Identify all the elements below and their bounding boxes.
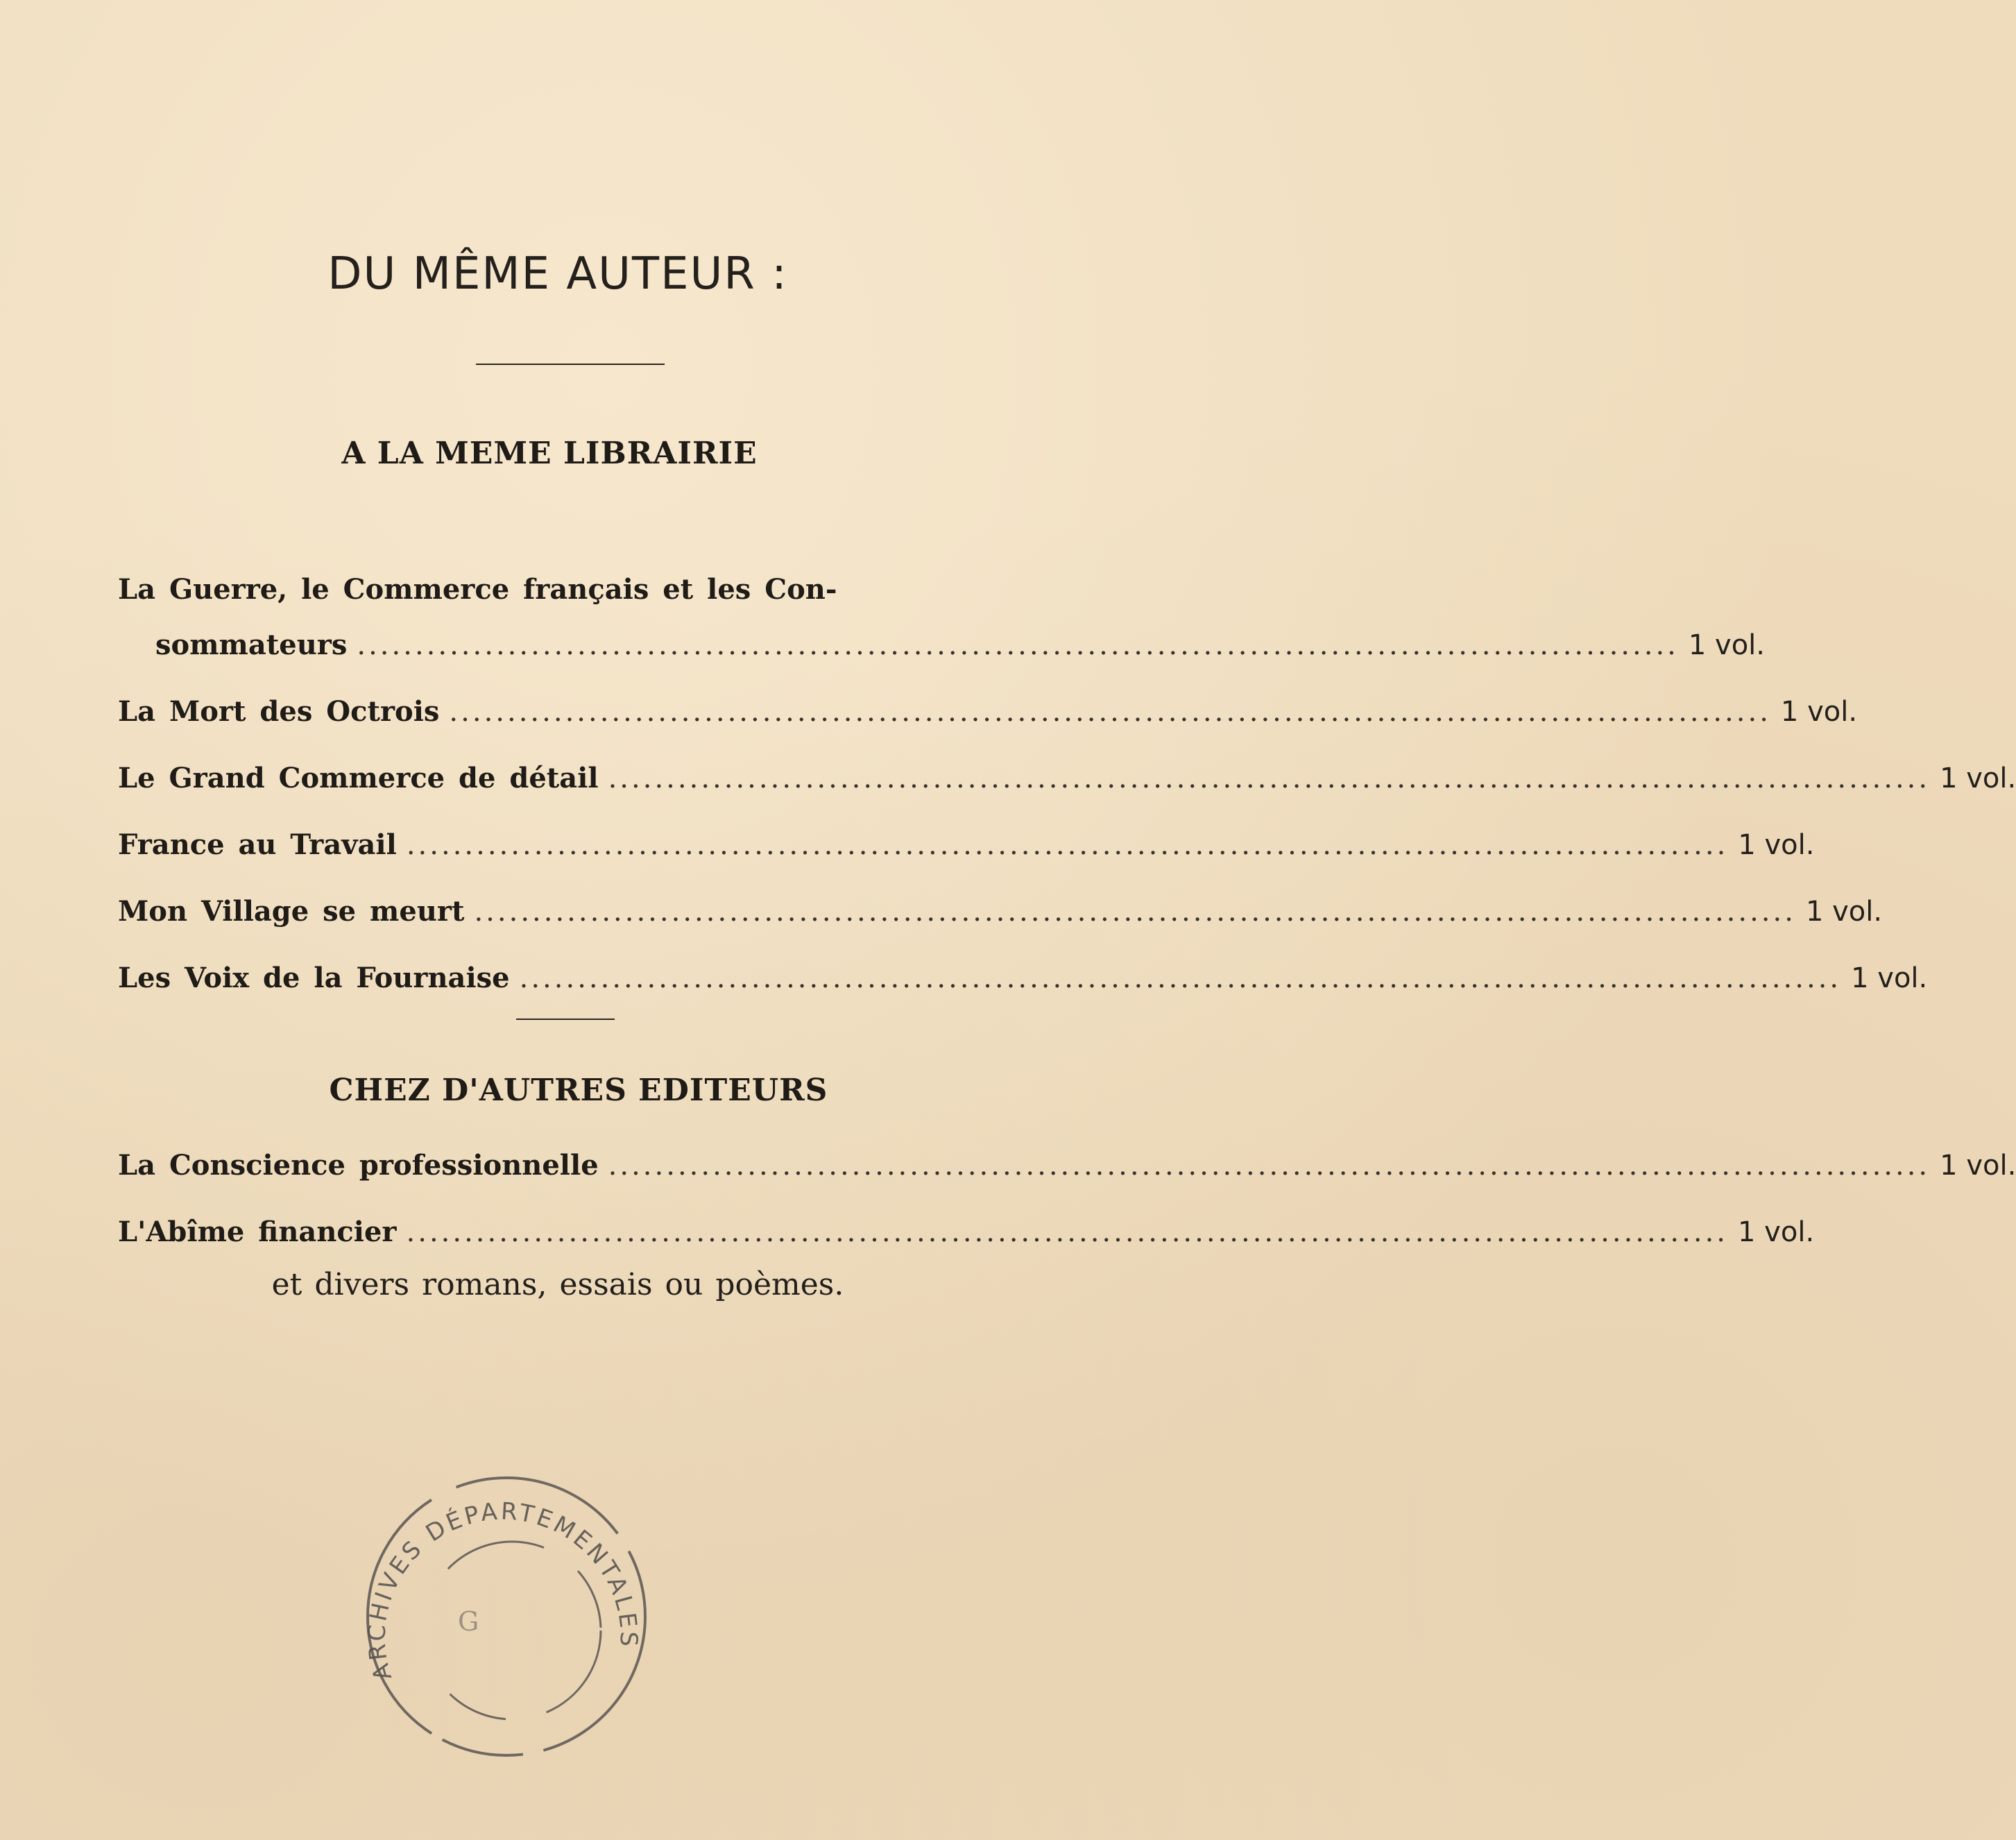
book-title-line: La Guerre, le Commerce français et les Con- (118, 573, 837, 606)
volume-count: 1 vol. (1805, 896, 1883, 928)
volume-count: 1 vol. (1688, 629, 1766, 661)
divider-rule (476, 364, 665, 365)
page-heading: DU MÊME AUTEUR : (327, 248, 788, 300)
volume-count: 1 vol. (1738, 1216, 1815, 1248)
archive-stamp (347, 1457, 666, 1776)
volume-count: 1 vol. (1780, 696, 1858, 728)
book-title: Les Voix de la Fournaise (118, 962, 510, 994)
book-title: La Conscience professionnelle (118, 1149, 599, 1182)
volume-count: 1 vol. (1940, 1150, 2016, 1182)
leader-dots: .................................................................................................................. (519, 962, 1842, 994)
book-title: Le Grand Commerce de détail (118, 762, 599, 794)
book-entry (118, 562, 1766, 684)
leader-dots: .................................................................................................................. (474, 896, 1796, 928)
book-entry (118, 817, 1815, 884)
leader-dots: .................................................................................................................. (449, 696, 1771, 728)
book-title: France au Travail (118, 828, 397, 861)
divider-rule (516, 1019, 615, 1020)
book-title: La Mort des Octrois (118, 695, 440, 728)
book-entry (118, 751, 2016, 817)
leader-dots: .................................................................................................................. (608, 1150, 1931, 1182)
stamp-text: ARCHIVES DÉPARTEMENTALES (363, 1497, 643, 1684)
book-title: L'Abîme financier (118, 1216, 397, 1248)
book-title: Mon Village se meurt (118, 895, 465, 928)
leader-dots: .................................................................................................................. (406, 1216, 1729, 1248)
book-entry (118, 951, 1928, 1017)
leader-dots: .................................................................................................................. (406, 829, 1729, 861)
leader-dots: .................................................................................................................. (357, 629, 1679, 661)
book-entry (118, 1138, 2016, 1204)
leader-dots: .................................................................................................................. (608, 763, 1931, 794)
book-entry (118, 1204, 1815, 1271)
volume-count: 1 vol. (1851, 962, 1928, 994)
closing-note: et divers romans, essais ou poèmes. (271, 1267, 844, 1302)
entry-list-same-publisher (118, 562, 2016, 1017)
volume-count: 1 vol. (1738, 829, 1815, 861)
section-title-same-publisher: A LA MEME LIBRAIRIE (341, 436, 758, 471)
section-title-other-publishers: CHEZ D'AUTRES EDITEURS (329, 1073, 828, 1108)
book-title: sommateurs (155, 629, 348, 661)
book-entry (118, 684, 1858, 751)
entry-list-other-publishers (118, 1138, 2016, 1271)
book-entry (118, 884, 1883, 951)
stamp-inner-mark: G (458, 1606, 479, 1637)
volume-count: 1 vol. (1940, 763, 2016, 794)
